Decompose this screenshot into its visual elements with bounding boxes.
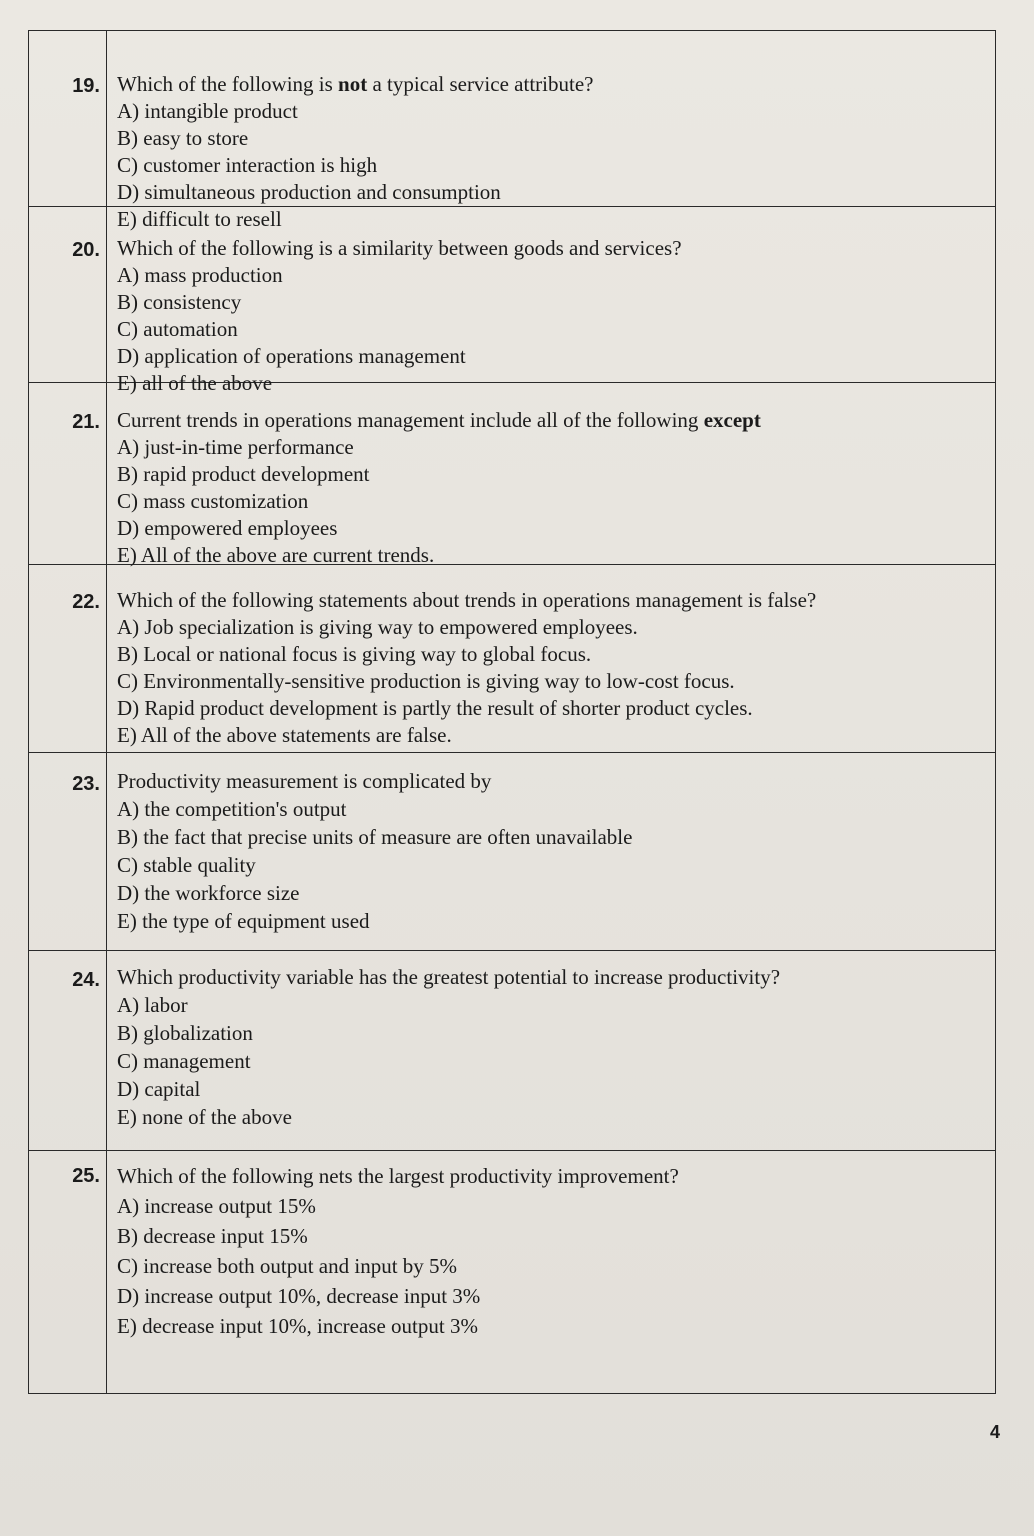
option-b: B) globalization bbox=[117, 1021, 253, 1045]
option-c: C) increase both output and input by 5% bbox=[117, 1254, 458, 1278]
question-number: 24. bbox=[29, 951, 107, 1150]
option-b: B) rapid product development bbox=[117, 462, 370, 486]
option-c: C) management bbox=[117, 1049, 251, 1073]
option-b: B) consistency bbox=[117, 290, 242, 314]
question-19 bbox=[29, 31, 995, 231]
question-number: 19. bbox=[29, 31, 107, 206]
option-a: A) the competition's output bbox=[117, 797, 347, 821]
option-e: E) none of the above bbox=[117, 1105, 292, 1129]
option-d: D) simultaneous production and consumption bbox=[117, 180, 501, 204]
option-a: A) just-in-time performance bbox=[117, 435, 354, 459]
question-stem: Which of the following is not a typical service attribute? bbox=[117, 72, 594, 96]
question-table bbox=[28, 30, 996, 1394]
question-stem: Which of the following nets the largest productivity improvement? bbox=[117, 1164, 679, 1188]
option-d: D) Rapid product development is partly the result of shorter product cycles. bbox=[117, 696, 753, 720]
question-stem: Which of the following statements about trends in operations management is false? bbox=[117, 588, 817, 612]
option-b: B) easy to store bbox=[117, 126, 249, 150]
option-e: E) decrease input 10%, increase output 3% bbox=[117, 1314, 478, 1338]
option-d: D) empowered employees bbox=[117, 516, 338, 540]
option-a: A) labor bbox=[117, 993, 188, 1017]
option-a: A) mass production bbox=[117, 263, 283, 287]
question-stem: Productivity measurement is complicated by bbox=[117, 769, 492, 793]
question-25 bbox=[29, 1151, 995, 1393]
option-c: C) stable quality bbox=[117, 853, 256, 877]
option-c: C) automation bbox=[117, 317, 238, 341]
option-c: C) Environmentally-sensitive production is giving way to low-cost focus. bbox=[117, 669, 735, 693]
question-number: 20. bbox=[29, 207, 107, 382]
question-number: 23. bbox=[29, 753, 107, 950]
option-d: D) the workforce size bbox=[117, 881, 300, 905]
question-21 bbox=[29, 383, 995, 565]
page-number: 4 bbox=[989, 1422, 1000, 1442]
question-stem: Current trends in operations management include all of the following except bbox=[117, 408, 761, 432]
question-20 bbox=[29, 207, 995, 395]
option-a: A) Job specialization is giving way to empowered employees. bbox=[117, 615, 638, 639]
option-e: E) all of the above bbox=[117, 371, 273, 395]
option-b: B) the fact that precise units of measure are often unavailable bbox=[117, 825, 633, 849]
question-number: 21. bbox=[29, 383, 107, 564]
question-23 bbox=[29, 753, 995, 951]
option-b: B) decrease input 15% bbox=[117, 1224, 308, 1248]
option-b: B) Local or national focus is giving way to global focus. bbox=[117, 642, 592, 666]
option-a: A) intangible product bbox=[117, 99, 298, 123]
question-stem: Which productivity variable has the greatest potential to increase productivity? bbox=[117, 965, 781, 989]
option-d: D) increase output 10%, decrease input 3% bbox=[117, 1284, 481, 1308]
option-d: D) application of operations management bbox=[117, 344, 466, 368]
question-22 bbox=[29, 565, 995, 753]
option-d: D) capital bbox=[117, 1077, 201, 1101]
option-e: E) All of the above are current trends. bbox=[117, 543, 435, 567]
option-c: C) mass customization bbox=[117, 489, 309, 513]
question-24 bbox=[29, 951, 995, 1151]
option-e: E) difficult to resell bbox=[117, 207, 282, 231]
option-e: E) the type of equipment used bbox=[117, 909, 370, 933]
option-a: A) increase output 15% bbox=[117, 1194, 316, 1218]
question-stem: Which of the following is a similarity between goods and services? bbox=[117, 236, 682, 260]
option-c: C) customer interaction is high bbox=[117, 153, 378, 177]
option-e: E) All of the above statements are false. bbox=[117, 723, 452, 747]
question-number: 25. bbox=[29, 1151, 107, 1393]
question-number: 22. bbox=[29, 565, 107, 752]
